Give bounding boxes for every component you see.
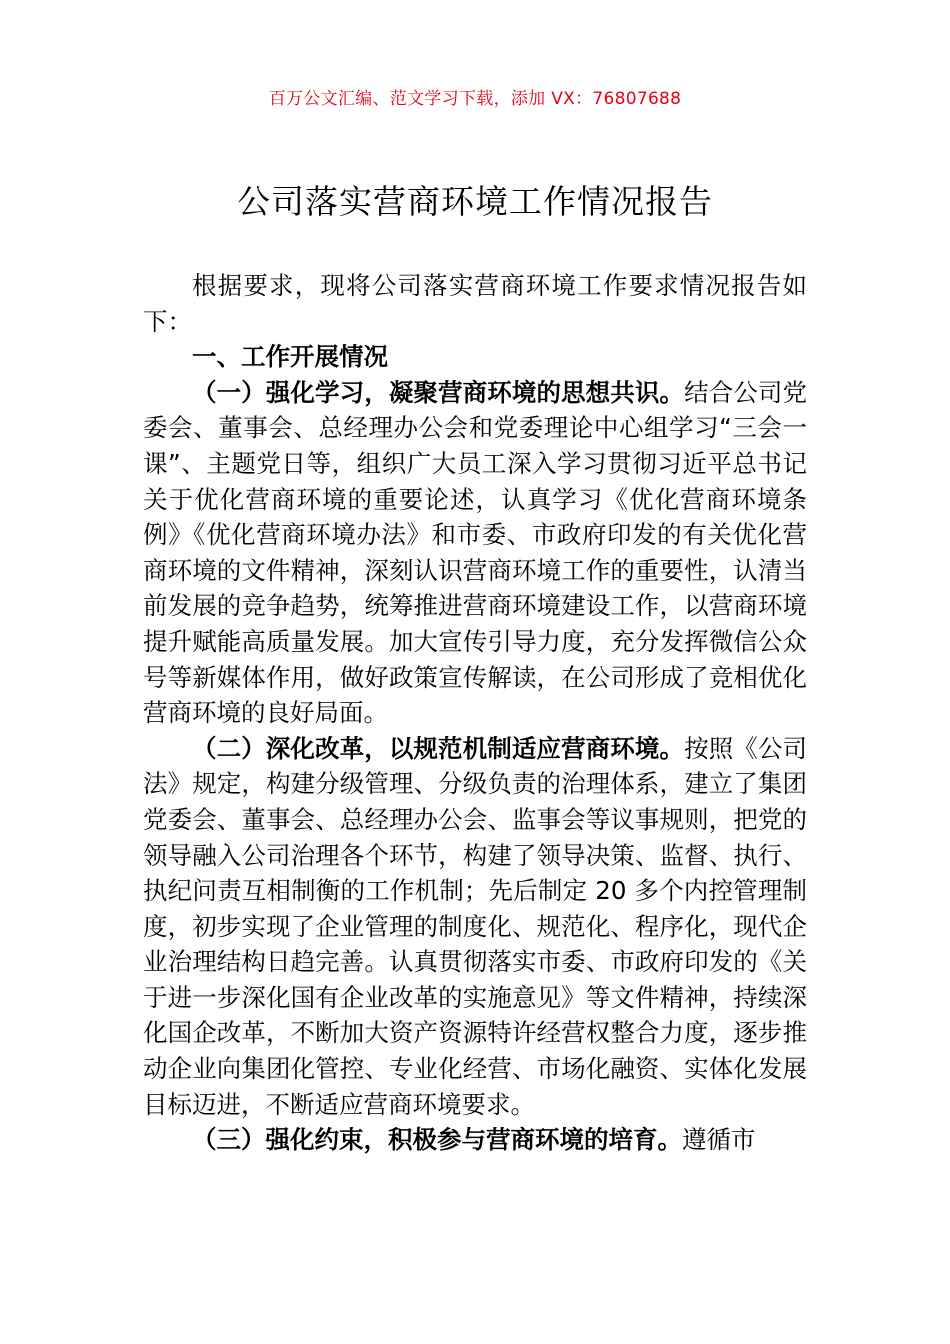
paragraph-1 [143,375,807,731]
paragraph-2-lead: （二）深化改革，以规范机制适应营商环境。 [192,733,685,763]
document-title: 公司落实营商环境工作情况报告 [237,182,713,221]
paragraph-2-text: 按照《公司法》规定，构建分级管理、分级负责的治理体系，建立了集团党委会、董事会、总经理办公会、监事会等议事规则，把党的领导融入公司治理各个环节，构建了领导决策、监督、执行、执纪问责互相制衡的工作机制；先后制定 20 多个内控管理制度，初步实现了企业管理的制度化、规范化、程序化，现代企业治理结构日趋完善。认真贯彻落实市委、市政府印发的《关于进一步深化国有企业改革的实施意见》等文件精神，持续深化国企改革，不断加大资产资源特许经营权整合力度，逐步推动企业向集团化管控、专业化经营、市场化融资、实体化发展目标迈进，不断适应营商环境要求。 [143,733,808,1119]
intro-paragraph: 根据要求，现将公司落实营商环境工作要求情况报告如下： [143,271,807,336]
paragraph-1-text: 结合公司党委会、董事会、总经理办公会和党委理论中心组学习“三会一课”、主题党日等，组织广大员工深入学习贯彻习近平总书记关于优化营商环境的重要论述，认真学习《优化营商环境条例》《优化营商环境办法》和市委、市政府印发的有关优化营商环境的文件精神，深刻认识营商环境工作的重要性，认清当前发展的竞争趋势，统筹推进营商环境建设工作，以营商环境提升赋能高质量发展。加大宣传引导力度，充分发挥微信公众号等新媒体作用，做好政策宣传解读，在公司形成了竞相优化营商环境的良好局面。 [143,377,808,728]
paragraph-2 [143,731,807,1123]
paragraph-3 [143,1122,807,1158]
paragraph-3-lead: （三）强化约束，积极参与营商环境的培育。 [192,1125,682,1155]
section-heading: 一、工作开展情况 [192,342,388,372]
paragraph-3-text: 遵循市 [682,1125,756,1155]
document-body [143,268,807,1158]
paragraph-1-lead: （一）强化学习，凝聚营商环境的思想共识。 [192,377,685,407]
header-note: 百万公文汇编、范文学习下载，添加 VX：76807688 [268,89,682,109]
